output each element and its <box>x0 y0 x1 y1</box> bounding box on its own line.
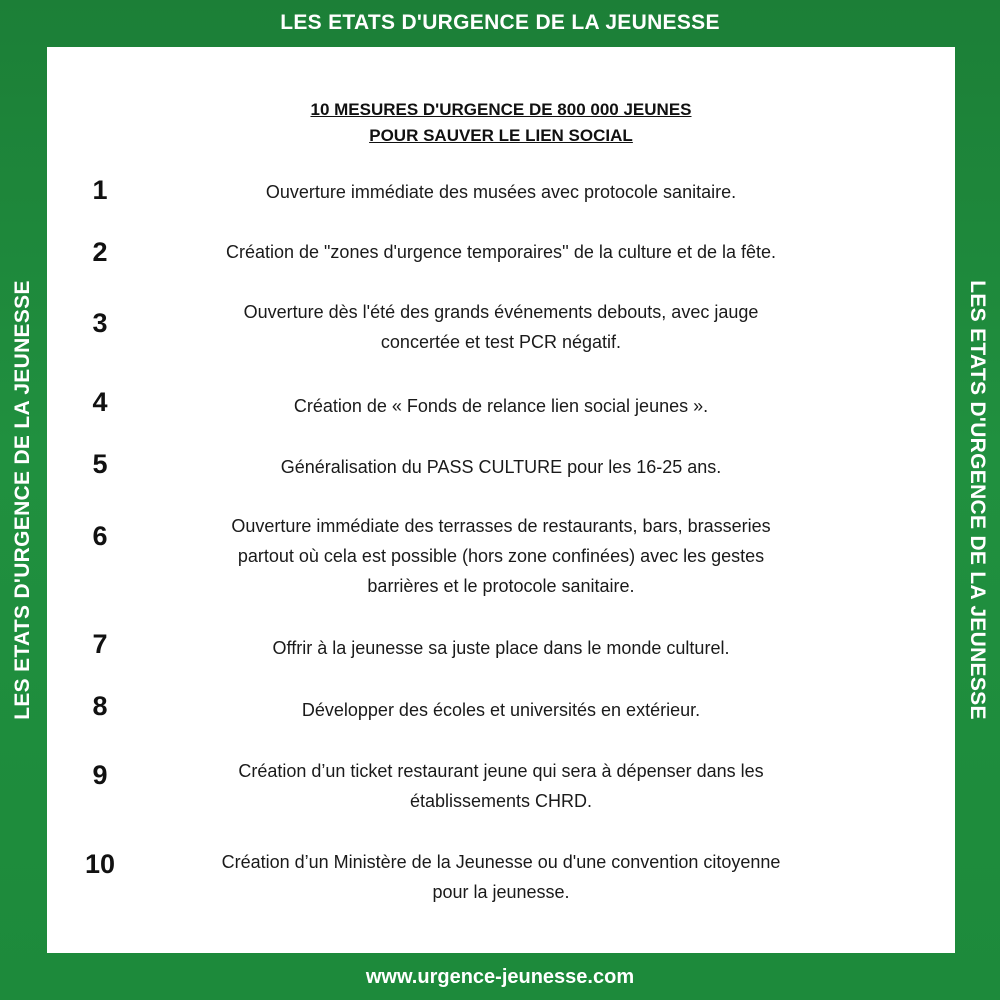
top-banner: LES ETATS D'URGENCE DE LA JEUNESSE <box>280 10 720 34</box>
website-url[interactable]: www.urgence-jeunesse.com <box>365 966 635 988</box>
right-banner: LES ETATS D'URGENCE DE LA JEUNESSE <box>966 280 989 720</box>
measures-panel: 10 MESURES D'URGENCE DE 800 000 JEUNES POUR SAUVER LE LIEN SOCIAL 1 Ouverture immédiate des musées avec protocole sanitaire. 2 Création de "zones d'urgence temporaires'' de la culture et de la fête. 3 Ouverture dès l'été des grands événements debouts, avec jauge concertée et test PCR négatif. 4 Création de « Fonds de relance lien social jeunes ». 5 Généralisation du PASS CULTURE pour les 16-25 ans. 6 Ouverture immédiate des terrasses de restaurants, bars, brasseries partout où cela est possible (hors zone confinées) avec les gestes barrières et le protocole sanitaire. 7 Offrir à la jeunesse sa juste place dans le monde culturel. 8 Développer des écoles et universités en extérieur. 9 Création d’un ticket restaurant jeune qui sera à dépenser dans les établissements CHRD. 10 Création d’un Ministère de la Jeunesse ou d'une convention citoyenne pour la jeunesse. <box>47 47 955 953</box>
page-title <box>47 97 955 149</box>
measure-text: Offrir à la jeunesse sa juste place dans le monde culturel. <box>272 638 730 658</box>
measure-text: Ouverture dès l'été des grands événements debouts, avec jauge concertée et test PCR négatif. <box>243 302 759 352</box>
measure-text: Création de « Fonds de relance lien social jeunes ». <box>293 396 709 416</box>
measure-text: Généralisation du PASS CULTURE pour les 16-25 ans. <box>280 457 722 477</box>
title-line-1: 10 MESURES D'URGENCE DE 800 000 JEUNES <box>310 100 692 119</box>
measure-text: Ouverture immédiate des terrasses de restaurants, bars, brasseries partout où cela est possible (hors zone confinées) avec les gestes barrières et le protocole sanitaire. <box>231 516 771 596</box>
measure-text: Ouverture immédiate des musées avec protocole sanitaire. <box>265 182 737 202</box>
measure-text: Création de "zones d'urgence temporaires'' de la culture et de la fête. <box>225 242 777 262</box>
left-banner: LES ETATS D'URGENCE DE LA JEUNESSE <box>11 280 34 720</box>
measure-text: Création d’un ticket restaurant jeune qui sera à dépenser dans les établissements CHRD. <box>238 761 764 811</box>
measure-text: Développer des écoles et universités en extérieur. <box>301 700 701 720</box>
measure-text: Création d’un Ministère de la Jeunesse ou d'une convention citoyenne pour la jeunesse. <box>221 852 781 902</box>
title-line-2: POUR SAUVER LE LIEN SOCIAL <box>369 126 633 145</box>
